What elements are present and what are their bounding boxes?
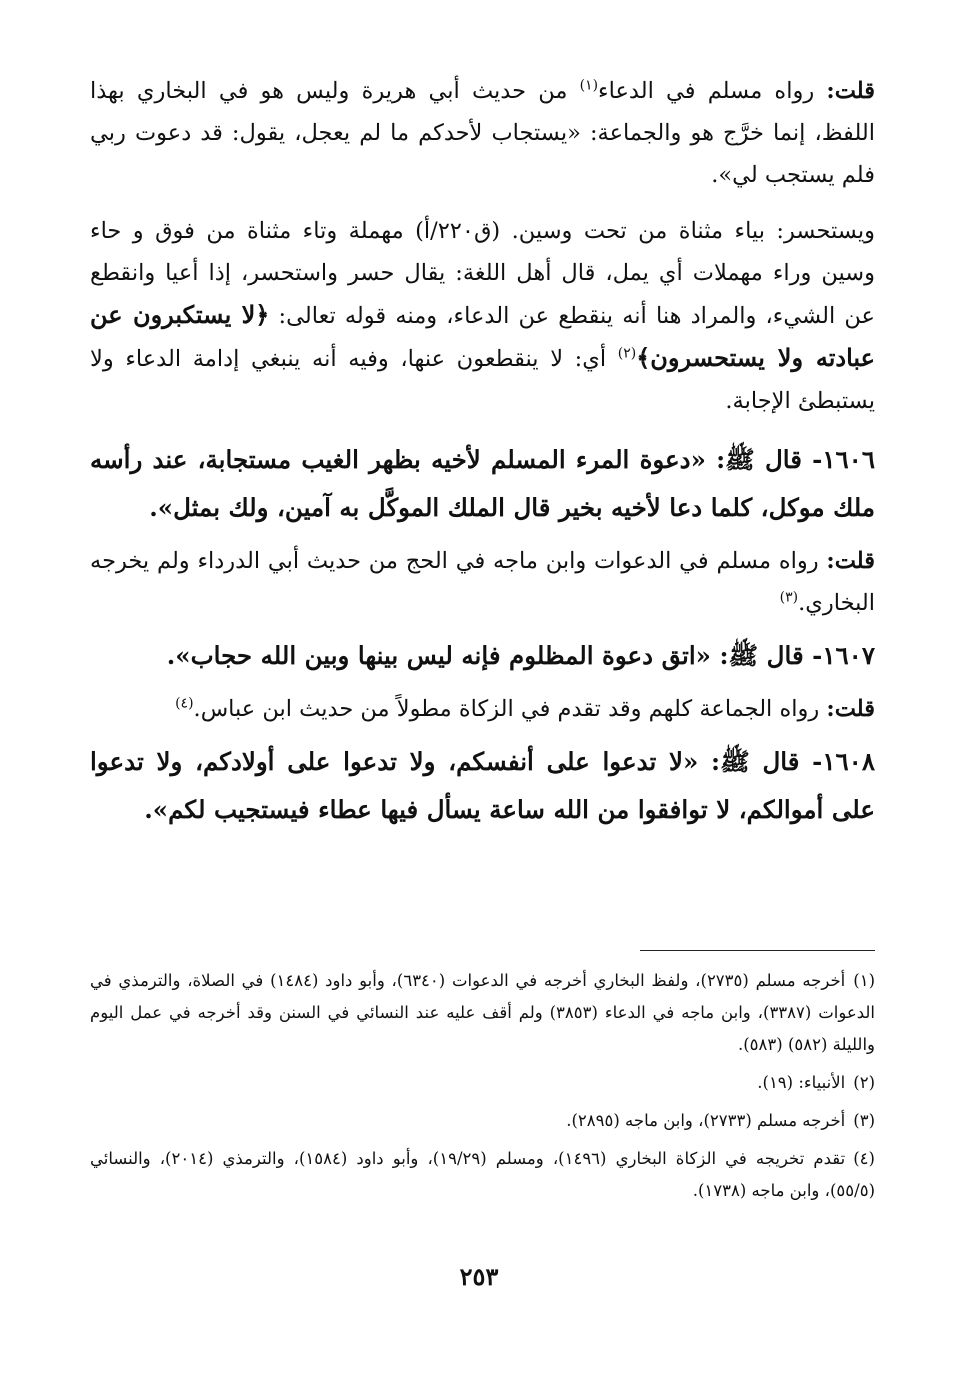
paragraph-commentary-1 xyxy=(90,70,875,196)
paragraph-commentary-3 xyxy=(90,540,875,624)
qult-label: قلت: xyxy=(826,78,875,104)
footnote-number: (٤) xyxy=(853,1149,875,1168)
hadith-1606: ١٦٠٦- قال ﷺ: «دعوة المرء المسلم لأخيه بظهر الغيب مستجابة، عند رأسه ملك موكل، كلما دعا لأخيه بخير قال الملك الموكَّل به آمين، ولك بمثل». xyxy=(90,445,875,522)
paragraph-commentary-4 xyxy=(90,688,875,730)
paragraph-commentary-2 xyxy=(90,210,875,422)
page-number: ٢٥٣ xyxy=(459,1262,499,1291)
hadith-1608: ١٦٠٨- قال ﷺ: «لا تدعوا على أنفسكم، ولا تدعوا على أولادكم، ولا تدعوا على أموالكم، لا توافقوا من الله ساعة يسأل فيها عطاء فيستجيب لكم». xyxy=(90,747,875,824)
footnotes xyxy=(90,965,875,1213)
hadith-1607: ١٦٠٧- قال ﷺ: «اتق دعوة المظلوم فإنه ليس بينها وبين الله حجاب». xyxy=(166,641,875,670)
paragraph-text: رواه مسلم في الدعاء xyxy=(598,78,827,104)
footnote-text: تقدم تخريجه في الزكاة البخاري (١٤٩٦)، ومسلم (١٩/٢٩)، وأبو داود (١٥٨٤)، والترمذي (٢٠١٤)، والنسائي (٥٥/٥)، وابن ماجه (١٧٣٨). xyxy=(90,1149,875,1200)
footnote-number: (٣) xyxy=(853,1111,875,1130)
footnote-ref[interactable]: (٤) xyxy=(175,695,194,712)
footnote-2 xyxy=(90,1067,875,1099)
quran-quote: ﴿لا يستكبرون عن عبادته ولا يستحسرون﴾ xyxy=(90,300,875,372)
footnote-text: أخرجه مسلم (٢٧٣٣)، وابن ماجه (٢٨٩٥). xyxy=(566,1111,846,1130)
footnote-ref[interactable]: (١) xyxy=(579,77,599,94)
paragraph-text: رواه الجماعة كلهم وقد تقدم في الزكاة مطولاً من حديث ابن عباس. xyxy=(193,696,827,722)
footnote-number: (١) xyxy=(853,971,875,990)
qult-label: قلت: xyxy=(826,696,875,722)
footnote-ref[interactable]: (٣) xyxy=(779,589,799,606)
footnote-1 xyxy=(90,965,875,1061)
footnote-text: الأنبياء: (١٩). xyxy=(757,1073,846,1092)
qult-label: قلت: xyxy=(826,548,875,574)
footnote-divider xyxy=(640,950,875,951)
footnote-4 xyxy=(90,1143,875,1207)
footnote-ref[interactable]: (٢) xyxy=(617,345,637,362)
paragraph-text: من حديث أبي هريرة وليس هو في البخاري بهذا اللفظ، إنما خرَّج هو والجماعة: «يستجاب لأحدكم ما لم يعجل، يقول: قد دعوت ربي فلم يستجب لي». xyxy=(90,78,875,188)
page-body xyxy=(90,70,875,1330)
footnote-number: (٢) xyxy=(853,1073,875,1092)
footnote-3 xyxy=(90,1105,875,1137)
paragraph-text: أي: لا ينقطعون عنها، وفيه أنه ينبغي إدامة الدعاء ولا يستبطئ الإجابة. xyxy=(90,346,875,414)
footnote-text: أخرجه مسلم (٢٧٣٥)، ولفظ البخاري أخرجه في الدعوات (٦٣٤٠)، وأبو داود (١٤٨٤) في الصلاة، والترمذي في الدعوات (٣٣٨٧)، وابن ماجه في الدعاء (٣٨٥٣) ولم أقف عليه عند النسائي في السنن وقد أخرجه في عمل اليوم والليلة (٥٨٢) (٥٨٣). xyxy=(90,971,876,1054)
paragraph-text: رواه مسلم في الدعوات وابن ماجه في الحج من حديث أبي الدرداء ولم يخرجه البخاري. xyxy=(90,548,875,616)
paragraph-text: ويستحسر: بياء مثناة من تحت وسين. (ق٢٢٠/أ) مهملة وتاء مثناة من فوق و حاء وسين وراء مهملات أي يمل، قال أهل اللغة: يقال حسر واستحسر، إذا أعيا وانقطع عن الشيء، والمراد هنا أنه ينقطع عن الدعاء، ومنه قوله تعالى: xyxy=(90,218,876,329)
